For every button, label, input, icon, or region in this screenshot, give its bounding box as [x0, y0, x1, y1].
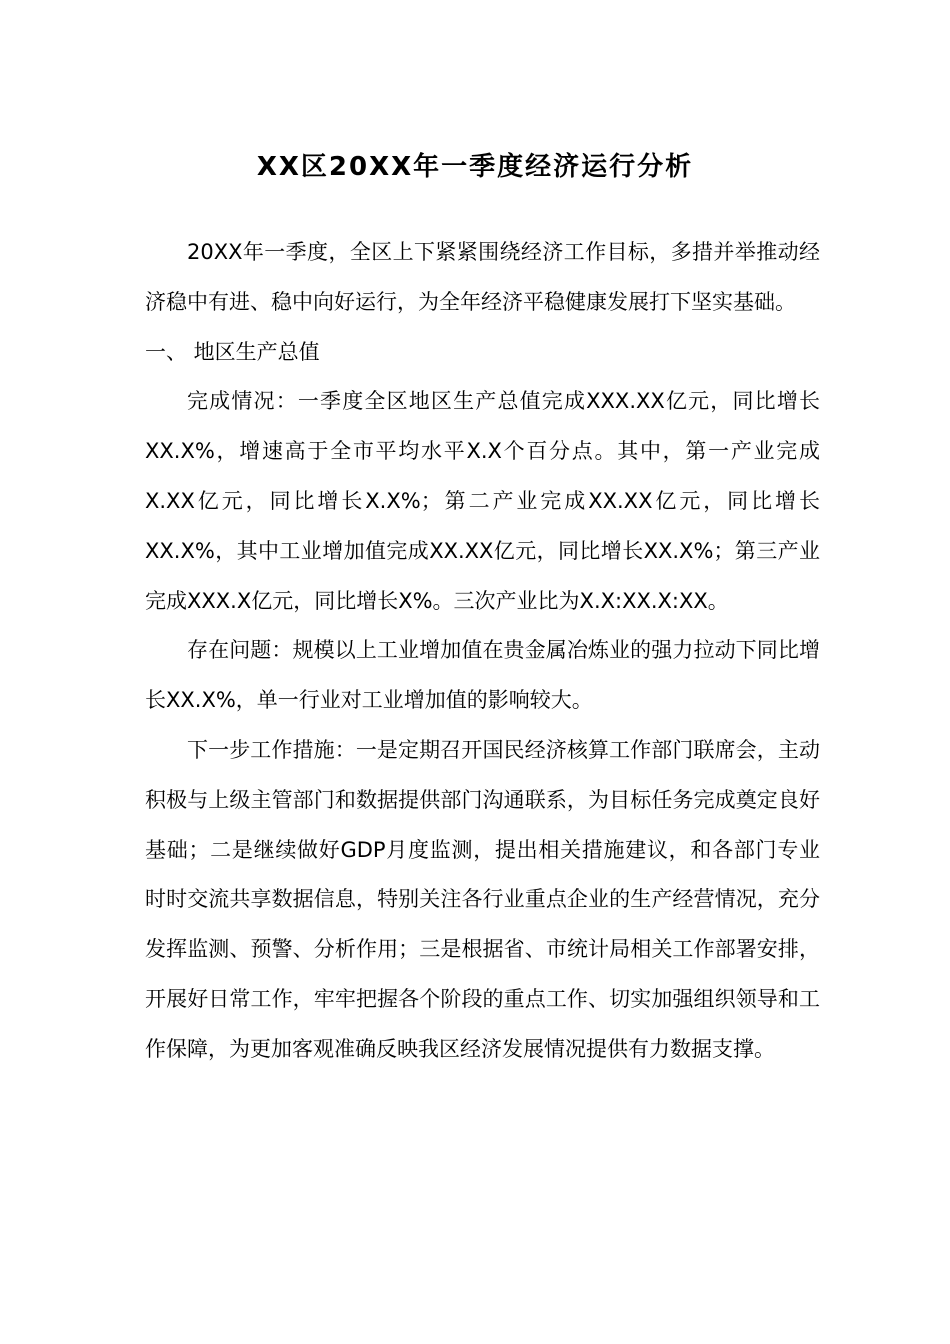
section-heading: 一、 地区生产总值	[145, 339, 320, 364]
document-body	[145, 228, 820, 1075]
problems-paragraph: 存在问题：规模以上工业增加值在贵金属冶炼业的强力拉动下同比增长XX.X%，单一行业对工业增加值的影响较大。	[145, 638, 820, 713]
next-steps-paragraph: 下一步工作措施：一是定期召开国民经济核算工作部门联席会，主动积极与上级主管部门和数据提供部门沟通联系，为目标任务完成奠定良好基础；二是继续做好GDP月度监测，提出相关措施建议，和各部门专业时时交流共享数据信息，特别关注各行业重点企业的生产经营情况，充分发挥监测、预警、分析作用；三是根据省、市统计局相关工作部署安排，开展好日常工作，牢牢把握各个阶段的重点工作、切实加强组织领导和工作保障，为更加客观准确反映我区经济发展情况提供有力数据支撑。	[145, 737, 820, 1061]
intro-paragraph: 20XX年一季度，全区上下紧紧围绕经济工作目标，多措并举推动经济稳中有进、稳中向好运行，为全年经济平稳健康发展打下坚实基础。	[145, 240, 820, 314]
document-title: XX区20XX年一季度经济运行分析	[256, 152, 694, 183]
completion-paragraph: 完成情况：一季度全区地区生产总值完成XXX.XX亿元，同比增长XX.X%，增速高于全市平均水平X.X个百分点。其中，第一产业完成X.XX亿元，同比增长X.X%；第二产业完成XX.XX亿元，同比增长XX.X%，其中工业增加值完成XX.XX亿元，同比增长XX.X%；第三产业完成XXX.X亿元，同比增长X%。三次产业比为X.X:XX.X:XX。	[145, 389, 820, 613]
